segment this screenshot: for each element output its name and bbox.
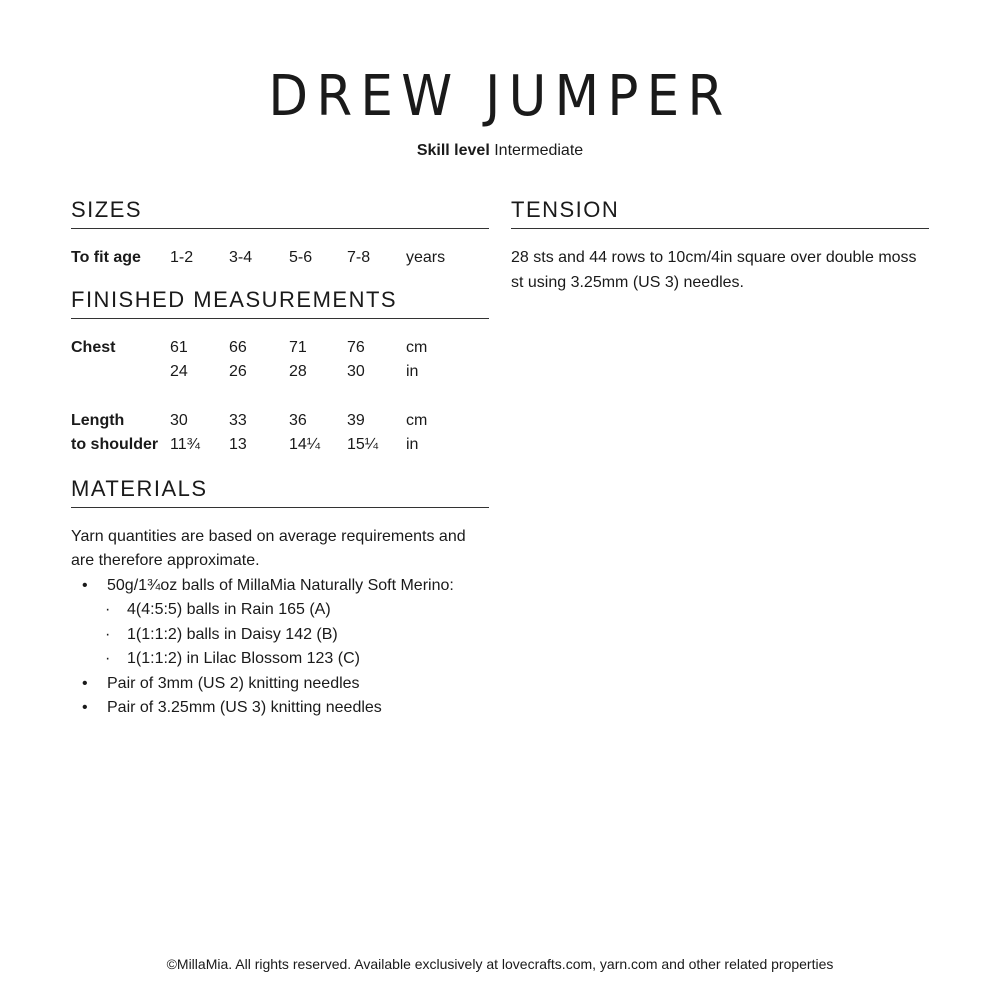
chest-cm-value: 66 (229, 338, 247, 356)
list-item: · 1(1:1:2) in Lilac Blossom 123 (C) (71, 647, 489, 672)
length-cm-unit: cm (406, 411, 428, 429)
chest-cm-value: 76 (347, 338, 365, 356)
chest-label: Chest (71, 338, 116, 356)
length-cm-value: 36 (289, 411, 307, 429)
size-value: 5-6 (289, 249, 313, 266)
chest-in-value: 30 (347, 363, 365, 380)
length-cm-row (71, 409, 489, 434)
length-cm-value: 33 (229, 411, 247, 429)
skill-level-value: Intermediate (494, 142, 584, 159)
sizes-heading: SIZES (71, 195, 489, 229)
right-column (511, 195, 929, 295)
length-in-value: 14¼ (289, 436, 321, 453)
materials-heading: MATERIALS (71, 474, 489, 508)
chest-in-unit: in (406, 363, 419, 380)
chest-in-value: 28 (289, 363, 307, 380)
chest-cm-value: 71 (289, 338, 307, 356)
chest-cm-value: 61 (170, 338, 188, 356)
left-column (71, 195, 489, 721)
tension-heading: TENSION (511, 195, 929, 229)
length-in-value: 11¾ (170, 436, 200, 453)
materials-list (71, 574, 489, 721)
skill-level-label: Skill level (416, 142, 490, 159)
page-title: DREW JUMPER (268, 64, 732, 129)
length-in-row (71, 433, 489, 458)
size-value: 7-8 (347, 249, 371, 266)
chest-cm-unit: cm (406, 338, 428, 356)
size-value: 3-4 (229, 249, 253, 266)
list-item: • Pair of 3mm (US 2) knitting needles (71, 672, 489, 697)
list-item: · 4(4:5:5) balls in Rain 165 (A) (71, 598, 489, 623)
copyright-footer: ©MillaMia. All rights reserved. Available exclusively at lovecrafts.com, yarn.com and other related properties (166, 956, 834, 972)
length-in-value: 15¼ (347, 436, 379, 453)
finished-measurements-heading: FINISHED MEASUREMENTS (71, 285, 489, 319)
list-item: · 1(1:1:2) balls in Daisy 142 (B) (71, 623, 489, 648)
size-value: 1-2 (170, 249, 194, 266)
list-item: • 50g/1¾oz balls of MillaMia Naturally Soft Merino: (71, 574, 489, 599)
skill-level (0, 140, 1000, 162)
length-label-2: to shoulder (71, 436, 159, 453)
length-in-unit: in (406, 436, 419, 453)
size-unit: years (406, 249, 446, 266)
length-label: Length (71, 411, 125, 429)
length-in-value: 13 (229, 436, 247, 453)
materials-intro: Yarn quantities are based on average requirements and are therefore approximate. (71, 527, 466, 569)
chest-in-value: 26 (229, 363, 247, 380)
tension-text: 28 sts and 44 rows to 10cm/4in square over double moss st using 3.25mm (US 3) needles. (511, 249, 917, 291)
length-cm-value: 39 (347, 411, 365, 429)
chest-cm-row (71, 336, 489, 361)
list-item: • Pair of 3.25mm (US 3) knitting needles (71, 696, 489, 721)
sizes-row-label: To fit age (71, 249, 141, 266)
chest-in-row (71, 360, 489, 385)
chest-in-value: 24 (170, 363, 188, 380)
sizes-row (71, 246, 489, 271)
length-cm-value: 30 (170, 411, 188, 429)
